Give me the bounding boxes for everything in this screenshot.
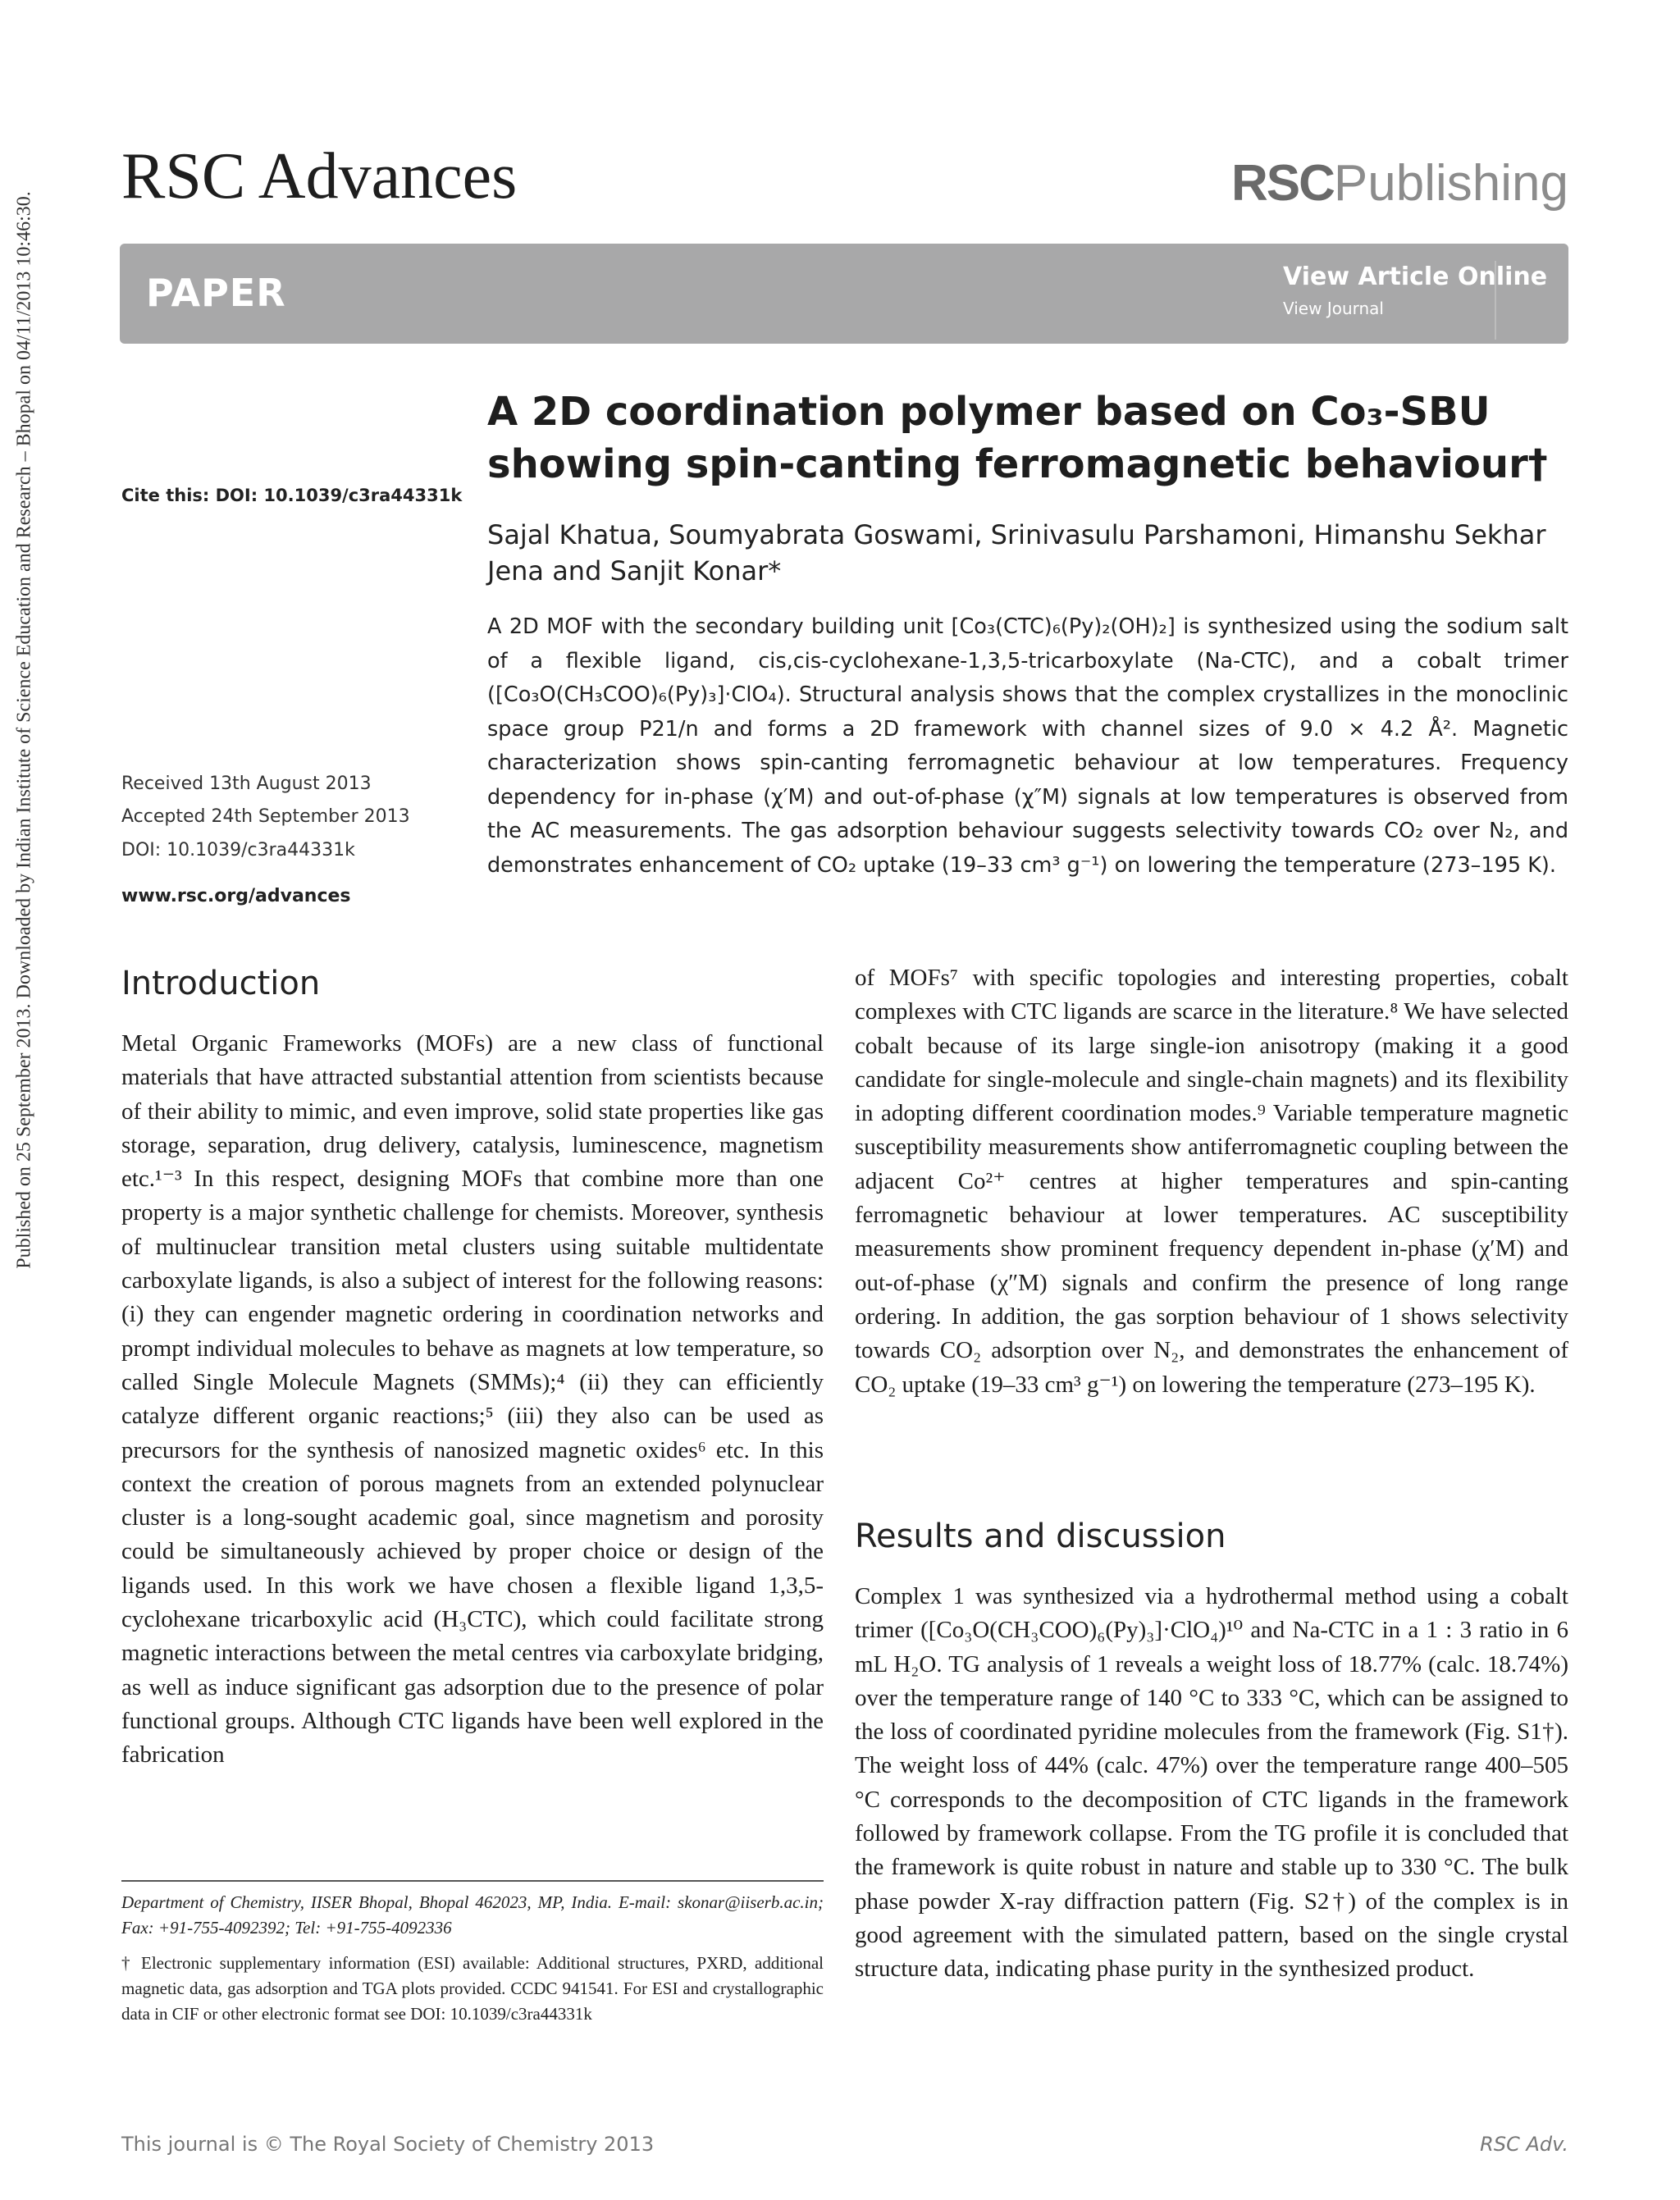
abstract: A 2D MOF with the secondary building unit [Co₃(CTC)₆(Py)₂(OH)₂] is synthesized using the sodium salt of a flexible ligand, cis,cis-cyclohexane-1,3,5-tricarboxylate (Na-CTC), and a cobalt trimer ([Co₃O(CH₃COO)₆(Py)₃]·ClO₄). Structural analysis shows that the complex crystallizes in the monoclinic space group P21/n and forms a 2D framework with channel sizes of 9.0 × 4.2 Å². Magnetic characterization shows spin-canting ferromagnetic behaviour at low temperatures. Frequency dependency for in-phase (χ′M) and out-of-phase (χ″M) signals at low temperatures is observed from the AC measurements. The gas adsorption behaviour suggests selectivity towards CO₂ over N₂, and demonstrates enhancement of CO₂ uptake (19–33 cm³ g⁻¹) on lowering the temperature (273–195 K). [487, 614, 1568, 878]
footnote-divider [121, 1880, 824, 1882]
introduction-paragraph: Metal Organic Frameworks (MOFs) are a new class of functional materials that have attracted substantial attention from scientists because of their ability to mimic, and even improve, solid state properties like gas storage, separation, drug delivery, catalysis, luminescence, magnetism etc.¹⁻³ In this respect, designing MOFs that combine more than one property is a major synthetic challenge for chemists. Moreover, synthesis of multinuclear transition metal clusters using suitable multidentate carboxylate ligands, is also a subject of interest for the following reasons: (i) they can engender magnetic ordering in coordination networks and prompt individual molecules to behave as magnets at low temperature, so called Single Molecule Magnets (SMMs);⁴ (ii) they can efficiently catalyze different organic reactions;⁵ (iii) they also can be used as precursors for the synthesis of nanosized magnetic oxides⁶ etc. In this context the creation of porous magnets from an extended polynuclear cluster is a long-sought academic goal, since magnetism and porosity could be simultaneously achieved by proper choice or design of the ligands used. In this work we have chosen a flexible ligand 1,3,5-cyclohexane tricarboxylic acid (H₃CTC), which could facilitate strong magnetic interactions between the metal centres via carboxylate bridging, as well as induce significant gas adsorption due to the presence of polar functional groups. Although CTC ligands have been well explored in the fabrication [121, 1030, 824, 1769]
publisher-logo-rest: Publishing [1333, 155, 1568, 212]
results-paragraph: Complex 1 was synthesized via a hydrothermal method using a cobalt trimer ([Co₃O(CH₃COO)₆(Py)₃]·ClO₄)¹⁰ and Na-CTC in a 1 : 3 ratio in 6 mL H₂O. TG analysis of 1 reveals a weight loss of 18.77% (calc. 18.74%) over the temperature range of 140 °C to 333 °C, which can be assigned to the loss of coordinated pyridine molecules from the framework (Fig. S1†). The weight loss of 44% (calc. 47%) over the temperature range 400–505 °C corresponds to the decomposition of CTC ligands in the framework followed by framework collapse. From the TG profile it is concluded that the framework is quite robust in nature and stable up to 330 °C. The bulk phase powder X-ray diffraction pattern (Fig. S2†) of the complex is in good agreement with the simulated pattern, based on the single crystal structure data, indicating phase purity in the synthesized product. [855, 1583, 1568, 1983]
article-doi: DOI: 10.1039/c3ra44331k [121, 840, 355, 860]
introduction-body [121, 1027, 824, 1773]
introduction-continued-paragraph: of MOFs⁷ with specific topologies and interesting properties, cobalt complexes with CTC ligands are scarce in the literature.⁸ We have selected cobalt because of its large single-ion anisotropy (making it a good candidate for single-molecule and single-chain magnets) and its flexibility in adopting different coordination modes.⁹ Variable temperature magnetic susceptibility measurements show antiferromagnetic coupling between the adjacent Co²⁺ centres at higher temperatures and spin-canting ferromagnetic behaviour at lower temperatures. AC susceptibility measurements show prominent frequency dependent in-phase (χ′M) and out-of-phase (χ″M) signals and confirm the presence of long range ordering. In addition, the gas sorption behaviour of 1 shows selectivity towards CO₂ adsorption over N₂, and demonstrates the enhancement of CO₂ uptake (19–33 cm³ g⁻¹) on lowering the temperature (273–195 K). [855, 965, 1568, 1398]
view-article-online-link[interactable]: View Article Online [1283, 262, 1548, 291]
article-type-label: PAPER [146, 271, 286, 315]
affiliation-footnote: Department of Chemistry, IISER Bhopal, Bhopal 462023, MP, India. E-mail: skonar@iiserb.ac.in; Fax: +91-755-4092392; Tel: +91-755-4092336 [121, 1892, 824, 1938]
view-journal-link[interactable]: View Journal [1283, 299, 1384, 318]
article-title: A 2D coordination polymer based on Co₃-SBU showing spin-canting ferromagnetic behaviour† [487, 389, 1548, 487]
author-list: Sajal Khatua, Soumyabrata Goswami, Srinivasulu Parshamoni, Himanshu Sekhar Jena and Sanjit Konar* [487, 519, 1546, 587]
article-dates [121, 768, 410, 833]
publisher-logo-bold: RSC [1231, 155, 1334, 212]
introduction-continued [855, 961, 1568, 1402]
journal-abbrev-footer: RSC Adv. [1480, 2133, 1568, 2156]
esi-footnote: † Electronic supplementary information (ESI) available: Additional structures, PXRD, additional magnetic data, gas adsorption and TGA plots provided. CCDC 941541. For ESI and crystallographic data in CIF or other electronic format see DOI: 10.1039/c3ra44331k [121, 1953, 824, 2024]
cite-this: Cite this: DOI: 10.1039/c3ra44331k [121, 486, 463, 505]
journal-url-link[interactable]: www.rsc.org/advances [121, 886, 351, 906]
accepted-date: Accepted 24th September 2013 [121, 806, 410, 827]
copyright-footer: This journal is © The Royal Society of Chemistry 2013 [121, 2133, 655, 2156]
download-stamp [0, 0, 49, 1477]
introduction-heading: Introduction [121, 965, 321, 1002]
journal-title: RSC Advances [121, 140, 518, 212]
received-date: Received 13th August 2013 [121, 774, 372, 794]
results-body [855, 1580, 1568, 1987]
article-type-banner [120, 244, 1568, 344]
footnotes [121, 1890, 824, 2037]
results-heading: Results and discussion [855, 1518, 1226, 1555]
publisher-logo [1231, 154, 1568, 212]
download-stamp-text: Published on 25 September 2013. Downloaded by Indian Institute of Science Education and Research – Bhopal on 04/11/2013 10:46:30. [13, 191, 35, 1269]
